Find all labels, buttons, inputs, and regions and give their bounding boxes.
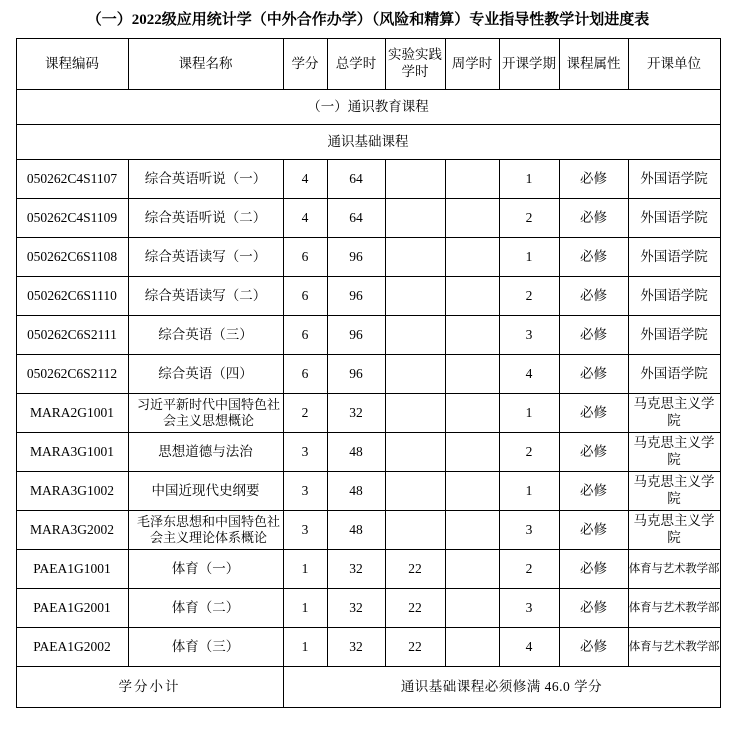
cell-total-hours: 96: [327, 355, 385, 394]
cell-experiment-hours: [385, 277, 445, 316]
cell-experiment-hours: 22: [385, 589, 445, 628]
subsection-header-row: [16, 125, 720, 160]
cell-attribute: 必修: [559, 199, 628, 238]
cell-attribute: 必修: [559, 355, 628, 394]
credit-subtotal-label: 学分小计: [16, 667, 283, 708]
cell-term: 1: [499, 472, 559, 511]
cell-credit: 4: [283, 160, 327, 199]
cell-course-name: 体育（三）: [128, 628, 283, 667]
table-header: [16, 39, 720, 90]
cell-course-name: 综合英语听说（二）: [128, 199, 283, 238]
cell-experiment-hours: [385, 316, 445, 355]
cell-course-name: 思想道德与法治: [128, 433, 283, 472]
cell-experiment-hours: [385, 394, 445, 433]
cell-credit: 3: [283, 511, 327, 550]
table-footer: [16, 667, 720, 708]
cell-course-code: 050262C4S1107: [16, 160, 128, 199]
cell-course-code: MARA3G1001: [16, 433, 128, 472]
table-row: [16, 199, 720, 238]
cell-course-name: 综合英语（三）: [128, 316, 283, 355]
header-term: 开课学期: [499, 39, 559, 90]
cell-credit: 2: [283, 394, 327, 433]
cell-course-code: PAEA1G1001: [16, 550, 128, 589]
cell-course-code: MARA2G1001: [16, 394, 128, 433]
table-row: [16, 394, 720, 433]
cell-weekly-hours: [445, 511, 499, 550]
cell-term: 1: [499, 160, 559, 199]
cell-course-code: PAEA1G2002: [16, 628, 128, 667]
cell-course-name: 综合英语读写（一）: [128, 238, 283, 277]
cell-term: 3: [499, 316, 559, 355]
cell-term: 2: [499, 433, 559, 472]
cell-weekly-hours: [445, 355, 499, 394]
cell-department: 马克思主义学院: [628, 472, 720, 511]
cell-course-code: MARA3G1002: [16, 472, 128, 511]
cell-total-hours: 48: [327, 433, 385, 472]
header-course-code: 课程编码: [16, 39, 128, 90]
table-row: [16, 550, 720, 589]
cell-attribute: 必修: [559, 160, 628, 199]
table-row: [16, 511, 720, 550]
cell-term: 1: [499, 394, 559, 433]
cell-credit: 1: [283, 628, 327, 667]
cell-total-hours: 96: [327, 277, 385, 316]
header-total-hours: 总学时: [327, 39, 385, 90]
cell-department: 外国语学院: [628, 238, 720, 277]
cell-course-name: 体育（一）: [128, 550, 283, 589]
section-title: （一）通识教育课程: [16, 90, 720, 125]
cell-total-hours: 96: [327, 316, 385, 355]
cell-experiment-hours: [385, 238, 445, 277]
cell-term: 2: [499, 199, 559, 238]
cell-course-code: PAEA1G2001: [16, 589, 128, 628]
header-course-name: 课程名称: [128, 39, 283, 90]
cell-total-hours: 32: [327, 394, 385, 433]
cell-course-code: 050262C6S2112: [16, 355, 128, 394]
table-row: [16, 628, 720, 667]
cell-weekly-hours: [445, 238, 499, 277]
header-experiment-hours: 实验实践学时: [385, 39, 445, 90]
cell-term: 1: [499, 238, 559, 277]
cell-term: 2: [499, 550, 559, 589]
cell-term: 3: [499, 511, 559, 550]
header-department: 开课单位: [628, 39, 720, 90]
cell-experiment-hours: [385, 511, 445, 550]
cell-attribute: 必修: [559, 394, 628, 433]
cell-experiment-hours: [385, 433, 445, 472]
cell-attribute: 必修: [559, 433, 628, 472]
cell-department: 外国语学院: [628, 355, 720, 394]
cell-attribute: 必修: [559, 628, 628, 667]
table-row: [16, 472, 720, 511]
cell-credit: 6: [283, 238, 327, 277]
cell-credit: 4: [283, 199, 327, 238]
cell-course-code: 050262C6S1110: [16, 277, 128, 316]
cell-course-code: 050262C6S2111: [16, 316, 128, 355]
page-title: （一）2022级应用统计学（中外合作办学）（风险和精算）专业指导性教学计划进度表: [86, 12, 650, 28]
teaching-plan-table: [16, 38, 721, 708]
cell-credit: 6: [283, 277, 327, 316]
cell-course-name: 习近平新时代中国特色社会主义思想概论: [128, 394, 283, 433]
cell-course-name: 体育（二）: [128, 589, 283, 628]
cell-weekly-hours: [445, 472, 499, 511]
cell-term: 4: [499, 355, 559, 394]
cell-credit: 6: [283, 355, 327, 394]
cell-total-hours: 64: [327, 199, 385, 238]
cell-total-hours: 48: [327, 511, 385, 550]
cell-credit: 1: [283, 589, 327, 628]
cell-course-name: 综合英语（四）: [128, 355, 283, 394]
cell-weekly-hours: [445, 394, 499, 433]
cell-total-hours: 64: [327, 160, 385, 199]
cell-attribute: 必修: [559, 238, 628, 277]
cell-total-hours: 48: [327, 472, 385, 511]
cell-department: 马克思主义学院: [628, 511, 720, 550]
table-row: [16, 316, 720, 355]
cell-term: 4: [499, 628, 559, 667]
cell-total-hours: 32: [327, 589, 385, 628]
cell-course-name: 综合英语读写（二）: [128, 277, 283, 316]
cell-weekly-hours: [445, 160, 499, 199]
cell-department: 马克思主义学院: [628, 394, 720, 433]
course-rows: [16, 160, 720, 667]
cell-weekly-hours: [445, 433, 499, 472]
cell-department: 马克思主义学院: [628, 433, 720, 472]
cell-department: 体育与艺术教学部: [628, 589, 720, 628]
table-row: [16, 238, 720, 277]
cell-attribute: 必修: [559, 316, 628, 355]
cell-credit: 3: [283, 433, 327, 472]
cell-term: 2: [499, 277, 559, 316]
cell-department: 体育与艺术教学部: [628, 628, 720, 667]
cell-attribute: 必修: [559, 550, 628, 589]
cell-weekly-hours: [445, 199, 499, 238]
section-header-row: [16, 90, 720, 125]
cell-course-name: 毛泽东思想和中国特色社会主义理论体系概论: [128, 511, 283, 550]
table-row: [16, 277, 720, 316]
cell-total-hours: 32: [327, 628, 385, 667]
credit-subtotal-row: [16, 667, 720, 708]
table-row: [16, 160, 720, 199]
header-weekly-hours: 周学时: [445, 39, 499, 90]
cell-course-name: 中国近现代史纲要: [128, 472, 283, 511]
cell-credit: 6: [283, 316, 327, 355]
cell-credit: 3: [283, 472, 327, 511]
cell-attribute: 必修: [559, 277, 628, 316]
table-body: [16, 90, 720, 160]
cell-experiment-hours: [385, 355, 445, 394]
cell-course-code: 050262C6S1108: [16, 238, 128, 277]
cell-course-code: MARA3G2002: [16, 511, 128, 550]
cell-total-hours: 96: [327, 238, 385, 277]
subsection-title: 通识基础课程: [16, 125, 720, 160]
cell-weekly-hours: [445, 277, 499, 316]
table-row: [16, 355, 720, 394]
credit-subtotal-value: 通识基础课程必须修满 46.0 学分: [283, 667, 720, 708]
cell-course-name: 综合英语听说（一）: [128, 160, 283, 199]
cell-experiment-hours: [385, 199, 445, 238]
cell-experiment-hours: [385, 472, 445, 511]
cell-total-hours: 32: [327, 550, 385, 589]
cell-weekly-hours: [445, 550, 499, 589]
table-row: [16, 433, 720, 472]
cell-course-code: 050262C4S1109: [16, 199, 128, 238]
cell-attribute: 必修: [559, 472, 628, 511]
cell-attribute: 必修: [559, 589, 628, 628]
cell-term: 3: [499, 589, 559, 628]
cell-department: 外国语学院: [628, 277, 720, 316]
cell-credit: 1: [283, 550, 327, 589]
cell-weekly-hours: [445, 316, 499, 355]
cell-experiment-hours: 22: [385, 628, 445, 667]
cell-weekly-hours: [445, 589, 499, 628]
cell-department: 外国语学院: [628, 316, 720, 355]
cell-department: 外国语学院: [628, 199, 720, 238]
cell-weekly-hours: [445, 628, 499, 667]
table-row: [16, 589, 720, 628]
cell-department: 体育与艺术教学部: [628, 550, 720, 589]
header-attribute: 课程属性: [559, 39, 628, 90]
cell-department: 外国语学院: [628, 160, 720, 199]
header-credit: 学分: [283, 39, 327, 90]
header-row: [16, 39, 720, 90]
cell-experiment-hours: 22: [385, 550, 445, 589]
cell-experiment-hours: [385, 160, 445, 199]
cell-attribute: 必修: [559, 511, 628, 550]
